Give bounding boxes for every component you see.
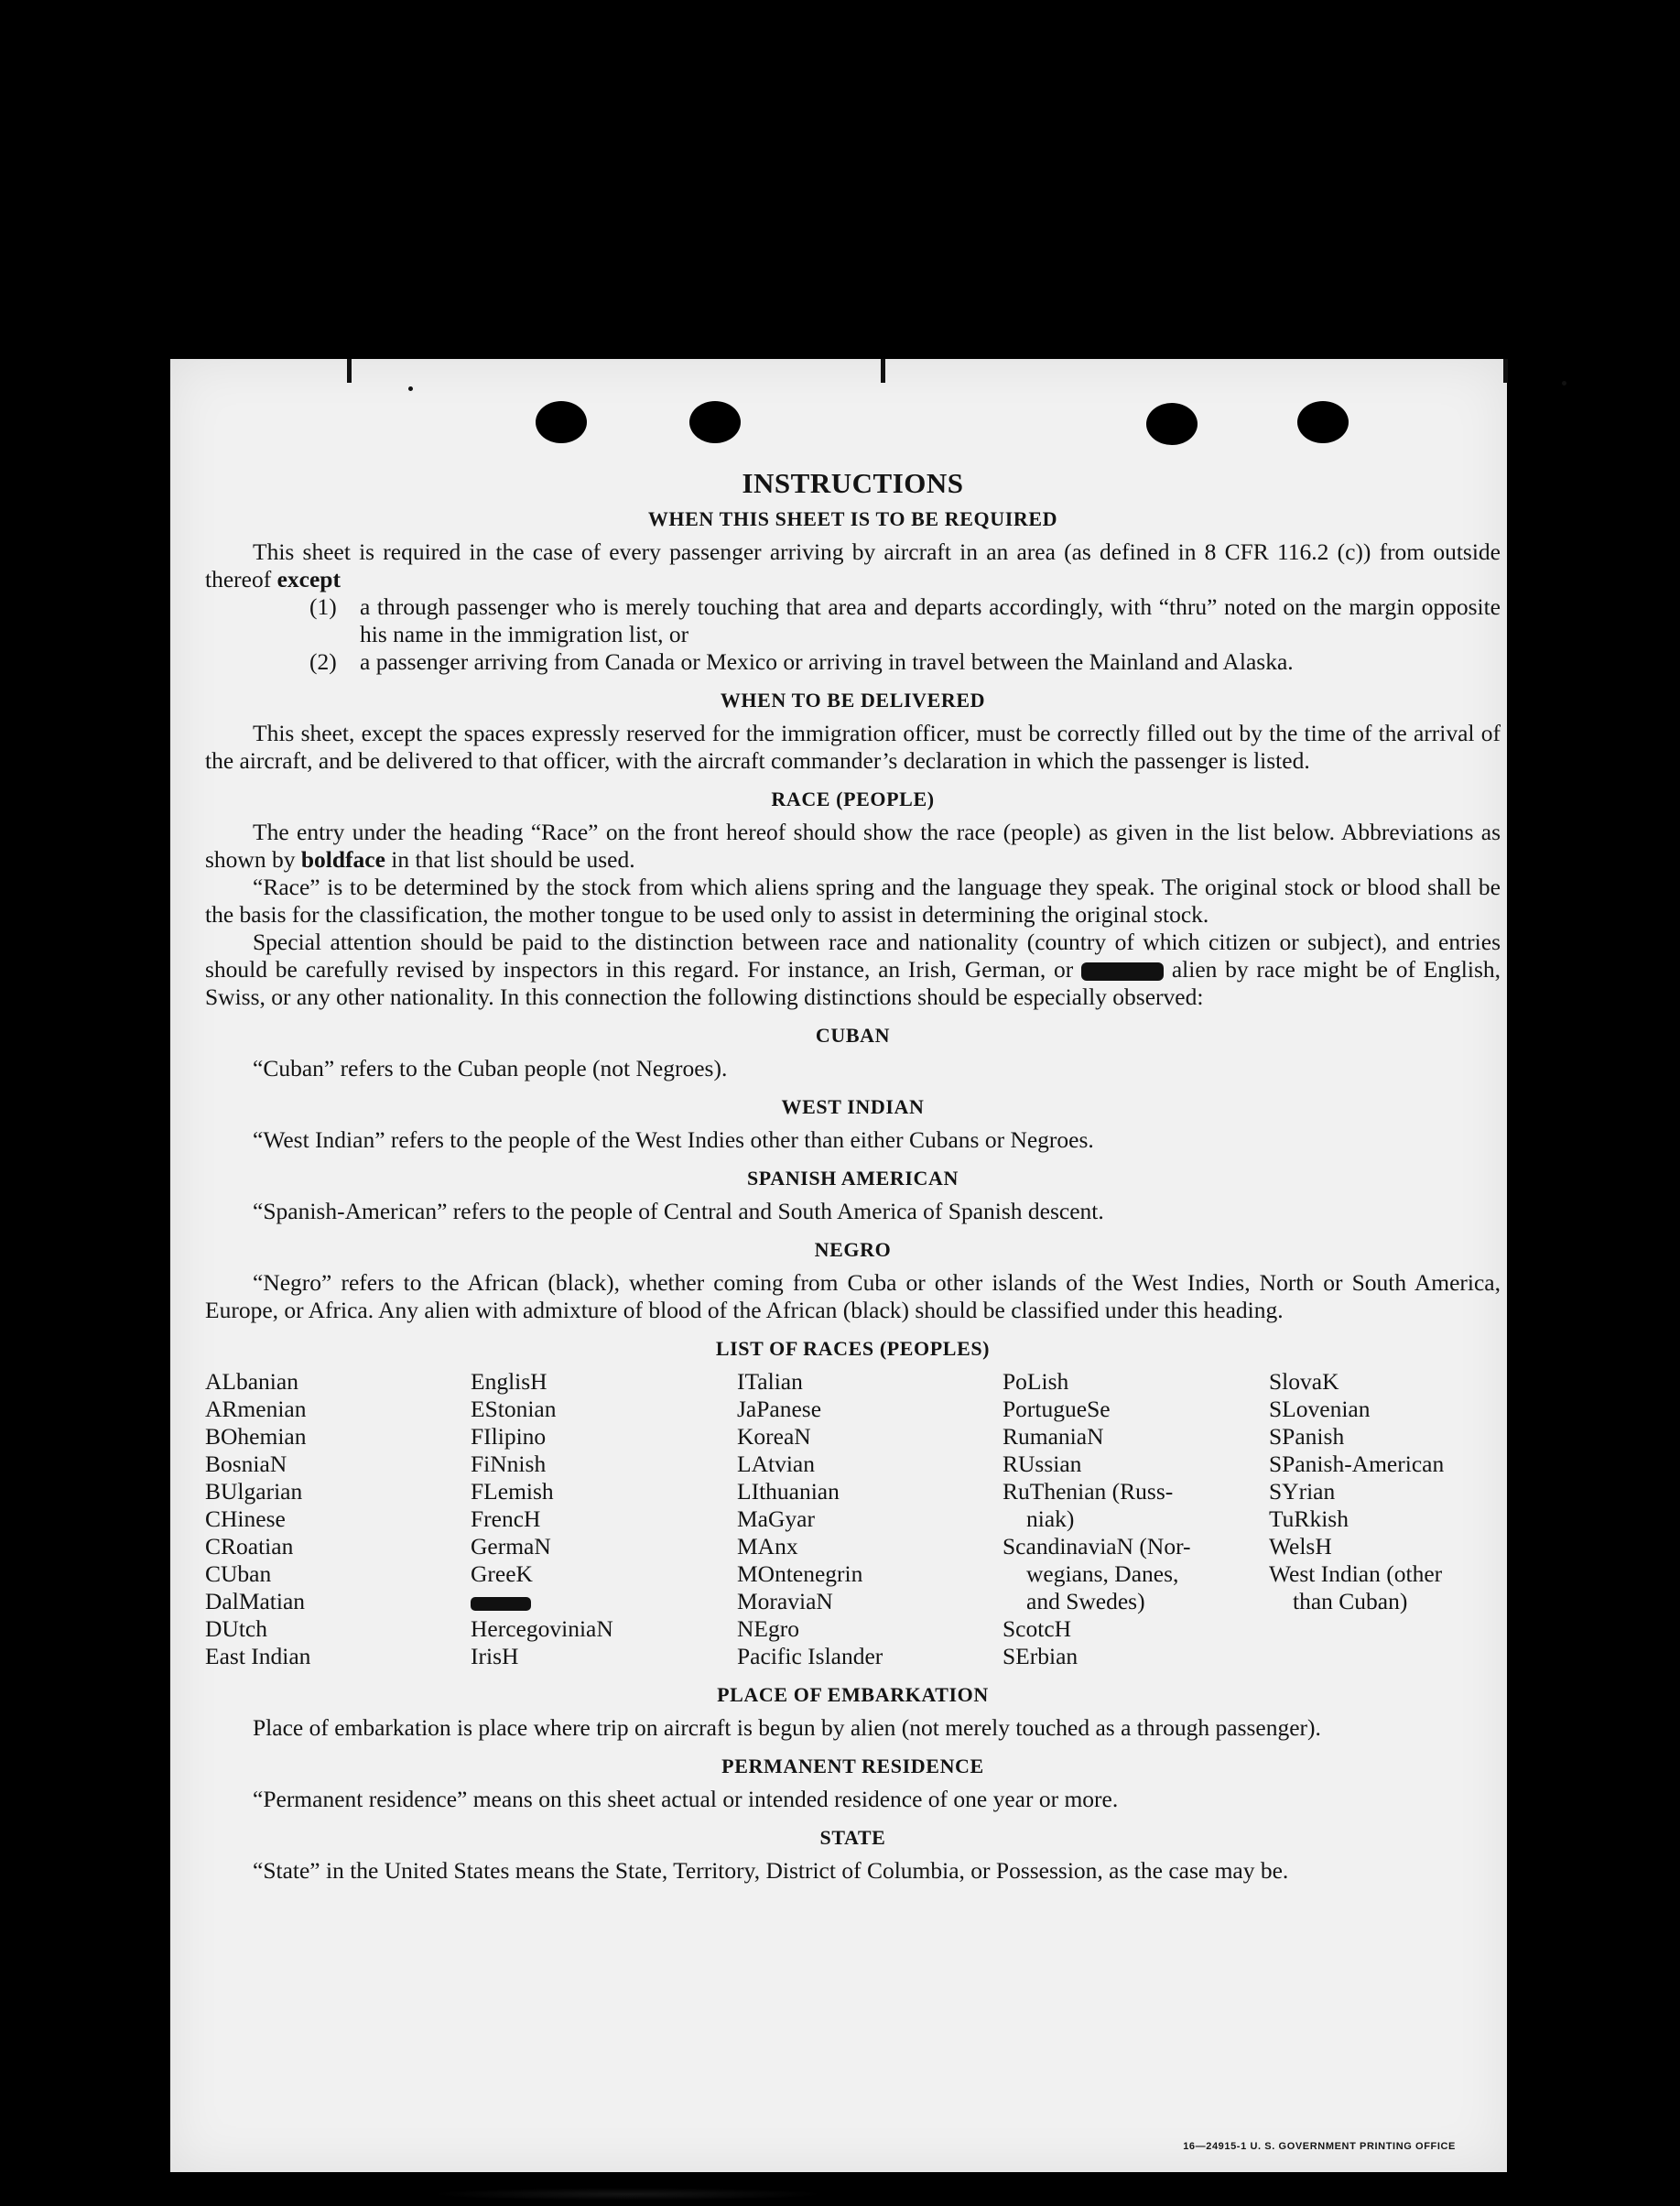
race-entry: SPanish bbox=[1269, 1423, 1345, 1450]
race-entry: RuThenian (Russ- bbox=[1003, 1478, 1174, 1505]
race-entry: JaPanese bbox=[737, 1396, 822, 1422]
document-page bbox=[170, 359, 1507, 2172]
race-entry: ARmenian bbox=[205, 1396, 307, 1422]
section-heading-embarkation: PLACE OF EMBARKATION bbox=[717, 1683, 989, 1706]
fastener-mark bbox=[347, 359, 352, 383]
race-entry: WelsH bbox=[1269, 1533, 1332, 1559]
fastener-mark bbox=[1503, 359, 1508, 383]
residence-text: “Permanent residence” means on this sheet actual or intended residence of one year or more. bbox=[253, 1786, 1119, 1812]
required-intro: This sheet is required in the case of every passenger arriving by aircraft in an area (as defined in 8 CFR 116.2 (c)) from outside thereof except bbox=[205, 538, 1501, 592]
race-entry: West Indian (other bbox=[1269, 1560, 1443, 1587]
section-heading-required: WHEN THIS SHEET IS TO BE REQUIRED bbox=[647, 507, 1058, 530]
race-entry: FLemish bbox=[471, 1478, 554, 1505]
race-entry: ALbanian bbox=[205, 1368, 298, 1395]
speck bbox=[1562, 381, 1566, 386]
race-entry: GermaN bbox=[471, 1533, 551, 1559]
race-entry: GreeK bbox=[471, 1560, 533, 1587]
list-of-races-heading: LIST OF RACES (PEOPLES) bbox=[715, 1337, 991, 1360]
race-entry: LIthuanian bbox=[737, 1478, 840, 1505]
section-heading-negro: NEGRO bbox=[814, 1238, 892, 1261]
redaction-mark bbox=[1081, 962, 1164, 981]
race-entry: SYrian bbox=[1269, 1478, 1336, 1505]
race-entry-continued: and Swedes) bbox=[1026, 1588, 1145, 1614]
races-column-5 bbox=[1269, 1368, 1489, 1670]
punch-hole bbox=[1146, 403, 1198, 445]
punch-hole bbox=[536, 401, 587, 443]
race-entry: East Indian bbox=[205, 1643, 311, 1669]
race-entry: SlovaK bbox=[1269, 1368, 1339, 1395]
race-entry: FIlipino bbox=[471, 1423, 547, 1450]
races-column-2 bbox=[471, 1368, 737, 1670]
race-entry: TuRkish bbox=[1269, 1505, 1349, 1532]
west-indian-text: “West Indian” refers to the people of the West Indies other than either Cubans or Negroes. bbox=[253, 1126, 1094, 1153]
race-entry: Pacific Islander bbox=[737, 1643, 883, 1669]
race-entry: SErbian bbox=[1003, 1643, 1078, 1669]
race-entry: PoLish bbox=[1003, 1368, 1069, 1395]
speck bbox=[408, 386, 413, 391]
section-heading-cuban: CUBAN bbox=[815, 1024, 891, 1047]
race-entry: IrisH bbox=[471, 1643, 519, 1669]
instructions-body bbox=[205, 467, 1501, 1885]
state-text: “State” in the United States means the State, Territory, District of Columbia, or Possession, as the case may be. bbox=[253, 1857, 1289, 1884]
section-heading-race: RACE (PEOPLE) bbox=[771, 788, 935, 810]
ink-smudge bbox=[431, 2188, 825, 2201]
race-entry: SPanish-American bbox=[1269, 1451, 1445, 1477]
negro-text: “Negro” refers to the African (black), whether coming from Cuba or other islands of the West Indies, North or South America, Europe, or Africa. Any alien with admixture of blood of the African (black) should be classified under this heading. bbox=[205, 1269, 1501, 1323]
section-heading-west-indian: WEST INDIAN bbox=[781, 1095, 925, 1118]
printer-imprint: 16—24915-1 U. S. GOVERNMENT PRINTING OFFICE bbox=[1183, 2141, 1456, 2152]
race-entry: KoreaN bbox=[737, 1423, 811, 1450]
races-list bbox=[205, 1368, 1501, 1670]
delivered-text: This sheet, except the spaces expressly reserved for the immigration officer, must be correctly filled out by the time of the arrival of the aircraft, and be delivered to that officer, with the aircraft commander’s declaration in which the passenger is listed. bbox=[205, 720, 1501, 774]
race-entry: PortugueSe bbox=[1003, 1396, 1111, 1422]
race-entry: CRoatian bbox=[205, 1533, 294, 1559]
section-heading-residence: PERMANENT RESIDENCE bbox=[721, 1755, 984, 1777]
race-entry: LAtvian bbox=[737, 1451, 815, 1477]
fastener-mark bbox=[881, 359, 885, 383]
embarkation-text: Place of embarkation is place where trip on aircraft is begun by alien (not merely touched as a through passenger). bbox=[253, 1714, 1321, 1741]
race-entry-redacted bbox=[471, 1588, 737, 1615]
race-entry: BOhemian bbox=[205, 1423, 307, 1450]
race-paragraph-1: The entry under the heading “Race” on the front hereof should show the race (people) as given in the list below. Abbreviations as shown by boldface in that list should be used. bbox=[205, 819, 1501, 873]
race-entry: DUtch bbox=[205, 1615, 267, 1642]
required-item-2: (2) a passenger arriving from Canada or Mexico or arriving in travel between the Mainland and Alaska. bbox=[309, 648, 1294, 675]
race-entry: MAnx bbox=[737, 1533, 798, 1559]
race-entry: EStonian bbox=[471, 1396, 557, 1422]
race-entry: MaGyar bbox=[737, 1505, 815, 1532]
race-entry: BUlgarian bbox=[205, 1478, 303, 1505]
race-entry: CUban bbox=[205, 1560, 272, 1587]
spanish-american-text: “Spanish-American” refers to the people of Central and South America of Spanish descent. bbox=[253, 1198, 1104, 1224]
race-entry: BosniaN bbox=[205, 1451, 287, 1477]
race-entry: CHinese bbox=[205, 1505, 286, 1532]
section-heading-delivered: WHEN TO BE DELIVERED bbox=[720, 689, 986, 712]
race-entry: ITalian bbox=[737, 1368, 803, 1395]
race-paragraph-2: “Race” is to be determined by the stock from which aliens spring and the language they speak. The original stock or blood shall be the basis for the classification, the mother tongue to be used only to assist in determining the original stock. bbox=[205, 874, 1501, 928]
race-entry-continued: than Cuban) bbox=[1293, 1588, 1408, 1614]
required-item-1: (1) a through passenger who is merely touching that area and departs accordingly, with “thru” noted on the margin opposite his name in the immigration list, or bbox=[309, 593, 1501, 647]
section-heading-spanish-american: SPANISH AMERICAN bbox=[746, 1167, 959, 1190]
race-entry: MoraviaN bbox=[737, 1588, 833, 1614]
race-entry: SLovenian bbox=[1269, 1396, 1371, 1422]
race-paragraph-3: Special attention should be paid to the distinction between race and nationality (country of which citizen or subject), and entries should be carefully revised by inspectors in this regard. For instance, an Irish, German, or alien by race might be of English, Swiss, or any other nationality. In this connection the following distinctions should be especially observed: bbox=[205, 929, 1501, 1010]
race-entry: FiNnish bbox=[471, 1451, 547, 1477]
race-entry: ScotcH bbox=[1003, 1615, 1072, 1642]
races-column-1 bbox=[205, 1368, 471, 1670]
race-entry-continued: niak) bbox=[1026, 1505, 1075, 1532]
race-entry: ScandinaviaN (Nor- bbox=[1003, 1533, 1191, 1559]
race-entry: DalMatian bbox=[205, 1588, 306, 1614]
race-entry: FrencH bbox=[471, 1505, 541, 1532]
page-title: INSTRUCTIONS bbox=[742, 467, 964, 499]
section-heading-state: STATE bbox=[819, 1826, 886, 1849]
cuban-text: “Cuban” refers to the Cuban people (not Negroes). bbox=[253, 1055, 728, 1081]
race-entry: HercegoviniaN bbox=[471, 1615, 613, 1642]
race-entry-continued: wegians, Danes, bbox=[1026, 1560, 1179, 1587]
punch-hole bbox=[689, 401, 741, 443]
race-entry: RumaniaN bbox=[1003, 1423, 1104, 1450]
races-column-3 bbox=[737, 1368, 1003, 1670]
race-entry: EnglisH bbox=[471, 1368, 547, 1395]
redaction-mark bbox=[471, 1597, 531, 1611]
races-column-4 bbox=[1003, 1368, 1269, 1670]
punch-hole bbox=[1297, 401, 1349, 443]
race-entry: RUssian bbox=[1003, 1451, 1082, 1477]
race-entry: MOntenegrin bbox=[737, 1560, 863, 1587]
race-entry: NEgro bbox=[737, 1615, 799, 1642]
